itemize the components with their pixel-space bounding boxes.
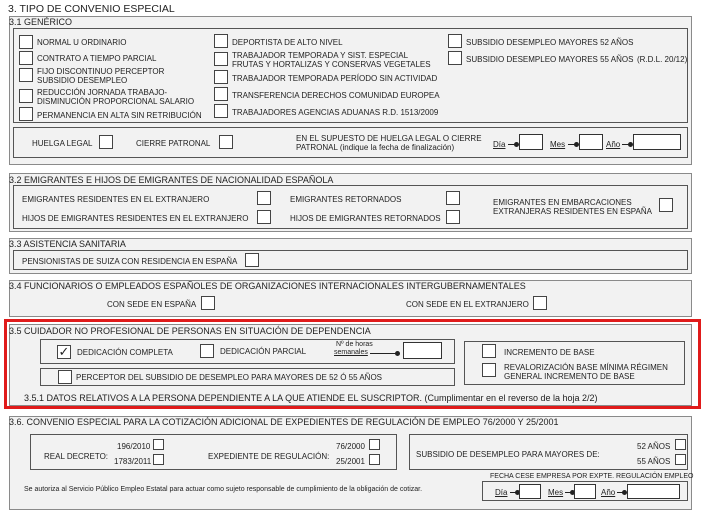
pensionistas-suiza-label: PENSIONISTAS DE SUIZA CON RESIDENCIA EN ESPAÑA [22,257,238,266]
subsidio-mayores-label: SUBSIDIO DE DESEMPLEO PARA MAYORES DE: [416,450,600,459]
sede-espana-checkbox[interactable] [201,296,215,310]
supuesto-label-1: EN EL SUPUESTO DE HUELGA LEGAL O CIERRE [296,134,482,143]
dia-label: Día [493,140,506,149]
anios-52-label: 52 AÑOS [637,442,671,451]
rd-196-checkbox[interactable] [153,439,164,450]
dedicacion-parcial-label: DEDICACIÓN PARCIAL [220,347,307,356]
rd-1783-label: 1783/2011 [114,457,152,466]
ex-25-checkbox[interactable] [369,454,380,465]
normal-label: NORMAL U ORDINARIO [37,38,127,47]
huelga-legal-label: HUELGA LEGAL [32,139,93,148]
temporada-sin-actividad-checkbox[interactable] [214,70,228,84]
subsidio-52-checkbox[interactable] [448,34,462,48]
fijo-discontinuo-checkbox[interactable] [19,68,33,82]
deportista-label: DEPORTISTA DE ALTO NIVEL [232,38,343,47]
revalorizacion-label-2: GENERAL INCREMENTO DE BASE [504,372,635,381]
mes-label: Mes [550,140,566,149]
dedicacion-completa-checkbox[interactable]: ✓ [58,344,70,359]
huelga-dia-input[interactable] [519,134,543,150]
revalorizacion-label-1: REVALORIZACIÓN BASE MÍNIMA RÉGIMEN [504,363,668,372]
section-3-3-heading: 3.3 ASISTENCIA SANITARIA [9,239,126,249]
fecha-cese-label: FECHA CESE EMPRESA POR EXPTE. REGULACIÓN EMPLEO [490,473,694,480]
section-3-6-heading: 3.6. CONVENIO ESPECIAL PARA LA COTIZACIÓN ADICIONAL DE EXPEDIENTES DE REGULACIÓN DE EMPLEO 76/2000 Y 25/2001 [9,417,559,427]
section-3-1-heading: 3.1 GENÉRICO [9,17,73,27]
cese-mes-label: Mes [548,488,564,497]
supuesto-label-2: PATRONAL (indique la fecha de finalización) [296,143,455,152]
cese-mes-input[interactable] [574,484,596,499]
sede-extranjero-checkbox[interactable] [533,296,547,310]
permanencia-label: PERMANENCIA EN ALTA SIN RETRIBUCIÓN [37,111,202,120]
fijo-discontinuo-label-2: SUBSIDIO DESEMPLEO [37,76,128,85]
transferencia-label: TRANSFERENCIA DERECHOS COMUNIDAD EUROPEA [232,91,440,100]
cese-dia-label: Día [495,488,508,497]
embarcaciones-label-2: EXTRANJERAS RESIDENTES EN ESPAÑA [493,207,652,216]
cierre-patronal-label: CIERRE PATRONAL [136,139,211,148]
temporada-sin-actividad-label: TRABAJADOR TEMPORADA PERÍODO SIN ACTIVIDAD [232,74,438,83]
anios-52-checkbox[interactable] [675,439,686,450]
embarcaciones-checkbox[interactable] [659,198,673,212]
dedicacion-completa-label: DEDICACIÓN COMPLETA [77,348,173,357]
subsidio-55-label: SUBSIDIO DESEMPLEO MAYORES 55 AÑOS [466,55,634,64]
emigrantes-residentes-checkbox[interactable] [257,191,271,205]
pensionistas-suiza-checkbox[interactable] [245,253,259,267]
anio-label: Año [606,140,621,149]
huelga-legal-checkbox[interactable] [99,135,113,149]
trabajador-temporada-checkbox[interactable] [214,52,228,66]
aduanas-label: TRABAJADORES AGENCIAS ADUANAS R.D. 1513/2009 [232,108,439,117]
horas-label-2: semanales [334,349,368,356]
hijos-residentes-label: HIJOS DE EMIGRANTES RESIDENTES EN EL EXTRANJERO [22,214,249,223]
datos-dependiente-label: 3.5.1 DATOS RELATIVOS A LA PERSONA DEPENDIENTE A LA QUE ATIENDE EL SUSCRIPTOR. (Cumplimentar en el reverso de la hoja 2/2) [24,393,598,403]
normal-checkbox[interactable] [19,35,33,49]
reduccion-jornada-checkbox[interactable] [19,89,33,103]
reduccion-jornada-label-1: REDUCCIÓN JORNADA TRABAJO- [37,88,168,97]
sede-espana-label: CON SEDE EN ESPAÑA [107,300,197,309]
transferencia-checkbox[interactable] [214,87,228,101]
huelga-mes-input[interactable] [579,134,603,150]
section-3-4-heading: 3.4 FUNCIONARIOS O EMPLEADOS ESPAÑOLES DE ORGANIZACIONES INTERNACIONALES INTERGUBERNAMENTALES [9,281,526,291]
deportista-checkbox[interactable] [214,34,228,48]
sede-extranjero-label: CON SEDE EN EL EXTRANJERO [406,300,529,309]
emigrantes-residentes-label: EMIGRANTES RESIDENTES EN EL EXTRANJERO [22,195,210,204]
aduanas-checkbox[interactable] [214,104,228,118]
autoriza-text: Se autoriza al Servicio Público Empleo Estatal para actuar como sujeto responsable de cumplimiento de la obligación de cotizar. [24,486,423,493]
trabajador-temporada-label-2: FRUTAS Y HORTALIZAS Y CONSERVAS VEGETALES [232,60,431,69]
section-3-2-heading: 3.2 EMIGRANTES E HIJOS DE EMIGRANTES DE NACIONALIDAD ESPAÑOLA [9,175,334,185]
form-title: 3. TIPO DE CONVENIO ESPECIAL [8,3,175,15]
tiempo-parcial-label: CONTRATO A TIEMPO PARCIAL [37,54,157,63]
embarcaciones-label-1: EMIGRANTES EN EMBARCACIONES [493,198,632,207]
anios-55-label: 55 AÑOS [637,457,671,466]
perceptor-label: PERCEPTOR DEL SUBSIDIO DE DESEMPLEO PARA MAYORES DE 52 Ó 55 AÑOS [76,373,383,382]
emigrantes-retornados-checkbox[interactable] [446,191,460,205]
rd-1783-checkbox[interactable] [153,454,164,465]
trabajador-temporada-label-1: TRABAJADOR TEMPORADA Y SIST. ESPECIAL [232,51,409,60]
subsidio-55-checkbox[interactable] [448,51,462,65]
fijo-discontinuo-label-1: FIJO DISCONTINUO PERCEPTOR [37,67,165,76]
emigrantes-retornados-label: EMIGRANTES RETORNADOS [290,195,402,204]
ex-76-checkbox[interactable] [369,439,380,450]
real-decreto-label: REAL DECRETO: [44,452,109,461]
cese-anio-label: Año [601,488,616,497]
subsidio-52-label: SUBSIDIO DESEMPLEO MAYORES 52 AÑOS [466,38,634,47]
hijos-retornados-label: HIJOS DE EMIGRANTES RETORNADOS [290,214,441,223]
reduccion-jornada-label-2: DISMINUCIÓN PROPORCIONAL SALARIO [37,97,195,106]
expediente-label: EXPEDIENTE DE REGULACIÓN: [208,452,330,461]
section-3-5-heading: 3.5 CUIDADOR NO PROFESIONAL DE PERSONAS EN SITUACIÓN DE DEPENDENCIA [9,326,371,336]
cese-dia-input[interactable] [519,484,541,499]
hijos-retornados-checkbox[interactable] [446,210,460,224]
rdl-label: (R.D.L. 20/12) [637,55,688,64]
incremento-base-label: INCREMENTO DE BASE [504,348,595,357]
ex-76-label: 76/2000 [336,442,365,451]
highlight-frame [4,319,701,409]
huelga-anio-input[interactable] [633,134,681,150]
rd-196-label: 196/2010 [117,442,151,451]
cese-anio-input[interactable] [627,484,680,499]
hijos-residentes-checkbox[interactable] [257,210,271,224]
permanencia-checkbox[interactable] [19,107,33,121]
ex-25-label: 25/2001 [336,457,365,466]
anios-55-checkbox[interactable] [675,454,686,465]
horas-label-1: Nº de horas [336,341,373,348]
tiempo-parcial-checkbox[interactable] [19,51,33,65]
cierre-patronal-checkbox[interactable] [219,135,233,149]
